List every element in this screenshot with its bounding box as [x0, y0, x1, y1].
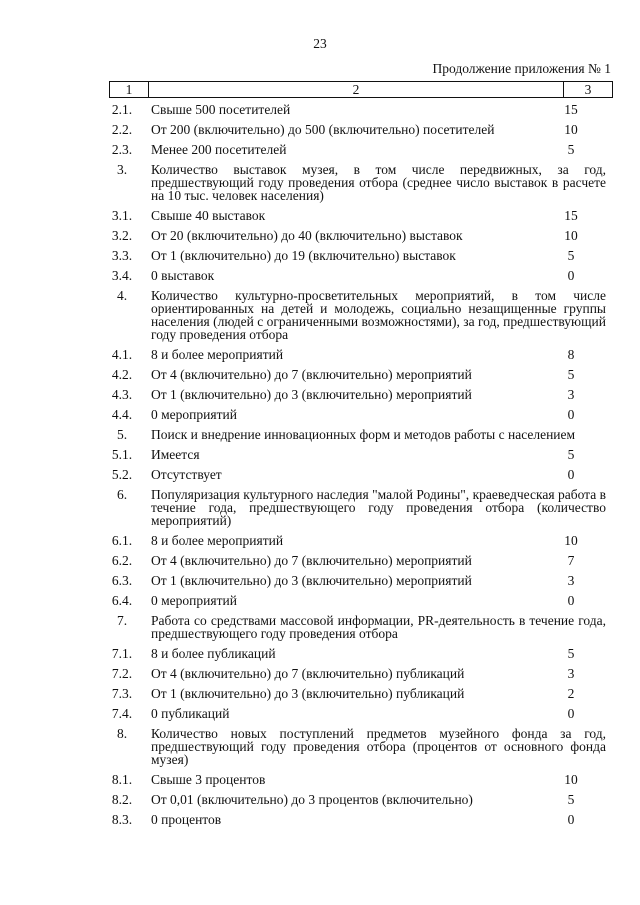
row-number: 5.	[116, 427, 128, 442]
row-number: 3.4.	[111, 268, 133, 283]
row-number: 7.3.	[111, 686, 133, 701]
criteria-row	[0, 488, 640, 527]
criteria-row	[0, 468, 640, 481]
row-description: Менее 200 посетителей	[151, 142, 287, 157]
criteria-row	[0, 123, 640, 136]
row-number: 4.	[116, 288, 128, 303]
row-number: 3.3.	[111, 248, 133, 263]
page-number: 23	[313, 36, 327, 51]
row-number: 7.1.	[111, 646, 133, 661]
row-number: 4.2.	[111, 367, 133, 382]
row-number: 7.4.	[111, 706, 133, 721]
row-score: 2	[567, 686, 575, 701]
criteria-row	[0, 143, 640, 156]
row-score: 5	[567, 248, 575, 263]
criteria-row	[0, 289, 640, 341]
row-score: 0	[567, 593, 575, 608]
row-description: Работа со средствами массовой информации, PR-деятельность в течение года, предшествующего году проведения отбора	[151, 613, 606, 641]
row-description: От 0,01 (включительно) до 3 процентов (включительно)	[151, 792, 473, 807]
row-description: От 20 (включительно) до 40 (включительно) выставок	[151, 228, 463, 243]
row-description: От 4 (включительно) до 7 (включительно) мероприятий	[151, 553, 472, 568]
row-number: 6.3.	[111, 573, 133, 588]
row-number: 7.2.	[111, 666, 133, 681]
row-number: 8.2.	[111, 792, 133, 807]
row-description: Свыше 40 выставок	[151, 208, 266, 223]
row-number: 4.1.	[111, 347, 133, 362]
column-header-1: 1	[110, 82, 149, 98]
row-description: От 1 (включительно) до 3 (включительно) мероприятий	[151, 387, 472, 402]
row-score: 5	[567, 142, 575, 157]
row-number: 6.2.	[111, 553, 133, 568]
criteria-row	[0, 667, 640, 680]
row-score: 5	[567, 646, 575, 661]
criteria-row	[0, 103, 640, 116]
row-score: 0	[567, 706, 575, 721]
row-description: 0 публикаций	[151, 706, 230, 721]
row-number: 8.3.	[111, 812, 133, 827]
row-number: 4.3.	[111, 387, 133, 402]
criteria-row	[0, 368, 640, 381]
row-number: 6.4.	[111, 593, 133, 608]
row-number: 7.	[116, 613, 128, 628]
row-score: 0	[567, 467, 575, 482]
row-score: 10	[564, 533, 578, 548]
row-score: 10	[564, 228, 578, 243]
row-description: Количество выставок музея, в том числе передвижных, за год, предшествующий году проведения отбора (среднее число выставок в расчете на 10 тыс. человек населения)	[151, 162, 606, 203]
column-header-row	[110, 82, 613, 98]
row-score: 7	[567, 553, 575, 568]
row-score: 0	[567, 407, 575, 422]
row-description: Имеется	[151, 447, 200, 462]
row-number: 6.	[116, 487, 128, 502]
row-description: Свыше 3 процентов	[151, 772, 266, 787]
criteria-row	[0, 388, 640, 401]
criteria-row	[0, 614, 640, 640]
row-description: 0 мероприятий	[151, 407, 237, 422]
row-number: 3.2.	[111, 228, 133, 243]
row-number: 2.3.	[111, 142, 133, 157]
row-description: 0 выставок	[151, 268, 215, 283]
row-score: 5	[567, 792, 575, 807]
criteria-row	[0, 163, 640, 202]
row-score: 0	[567, 812, 575, 827]
criteria-row	[0, 408, 640, 421]
row-description: Отсутствует	[151, 467, 222, 482]
criteria-list	[0, 103, 640, 833]
row-description: 8 и более мероприятий	[151, 533, 284, 548]
row-description: От 200 (включительно) до 500 (включительно) посетителей	[151, 122, 495, 137]
row-description: От 1 (включительно) до 3 (включительно) мероприятий	[151, 573, 472, 588]
row-score: 3	[567, 573, 575, 588]
row-description: 0 процентов	[151, 812, 222, 827]
criteria-row	[0, 249, 640, 262]
criteria-row	[0, 554, 640, 567]
row-description: Количество культурно-просветительных мероприятий, в том числе ориентированных на детей и молодежь, социально незащищенные группы населения (людей с ограниченными возможностями), за год, предшествующий году проведения отбора	[151, 288, 606, 342]
criteria-row	[0, 348, 640, 361]
row-score: 10	[564, 122, 578, 137]
row-number: 3.	[116, 162, 128, 177]
row-number: 4.4.	[111, 407, 133, 422]
row-number: 2.2.	[111, 122, 133, 137]
criteria-row	[0, 209, 640, 222]
row-score: 15	[564, 208, 578, 223]
row-description: От 1 (включительно) до 19 (включительно) выставок	[151, 248, 456, 263]
row-description: Свыше 500 посетителей	[151, 102, 291, 117]
criteria-row	[0, 229, 640, 242]
row-score: 8	[567, 347, 575, 362]
criteria-row	[0, 269, 640, 282]
column-header-table	[109, 81, 613, 98]
row-description: 0 мероприятий	[151, 593, 237, 608]
row-score: 3	[567, 387, 575, 402]
criteria-row	[0, 727, 640, 766]
criteria-row	[0, 534, 640, 547]
criteria-row	[0, 687, 640, 700]
row-score: 3	[567, 666, 575, 681]
criteria-row	[0, 773, 640, 786]
row-description: Количество новых поступлений предметов музейного фонда за год, предшествующий году проведения отбора (процентов от основного фонда музея)	[151, 726, 606, 767]
criteria-row	[0, 707, 640, 720]
row-number: 8.1.	[111, 772, 133, 787]
row-description: От 1 (включительно) до 3 (включительно) публикаций	[151, 686, 465, 701]
criteria-row	[0, 793, 640, 806]
row-number: 8.	[116, 726, 128, 741]
row-score: 10	[564, 772, 578, 787]
column-header-3: 3	[564, 82, 613, 98]
criteria-row	[0, 448, 640, 461]
criteria-row	[0, 813, 640, 826]
row-score: 15	[564, 102, 578, 117]
criteria-row	[0, 428, 640, 441]
row-score: 5	[567, 447, 575, 462]
row-number: 6.1.	[111, 533, 133, 548]
row-score: 5	[567, 367, 575, 382]
criteria-row	[0, 574, 640, 587]
row-score: 0	[567, 268, 575, 283]
row-description: Популяризация культурного наследия "малой Родины", краеведческая работа в течение года, предшествующего году проведения отбора (количество мероприятий)	[151, 487, 606, 528]
column-header-2: 2	[149, 82, 564, 98]
row-description: От 4 (включительно) до 7 (включительно) мероприятий	[151, 367, 472, 382]
row-number: 2.1.	[111, 102, 133, 117]
row-number: 3.1.	[111, 208, 133, 223]
criteria-row	[0, 647, 640, 660]
criteria-row	[0, 594, 640, 607]
row-description: 8 и более мероприятий	[151, 347, 284, 362]
row-description: 8 и более публикаций	[151, 646, 276, 661]
row-description: Поиск и внедрение инновационных форм и методов работы с населением	[151, 427, 576, 442]
continuation-label: Продолжение приложения № 1	[432, 61, 611, 76]
row-number: 5.1.	[111, 447, 133, 462]
row-number: 5.2.	[111, 467, 133, 482]
row-description: От 4 (включительно) до 7 (включительно) публикаций	[151, 666, 465, 681]
